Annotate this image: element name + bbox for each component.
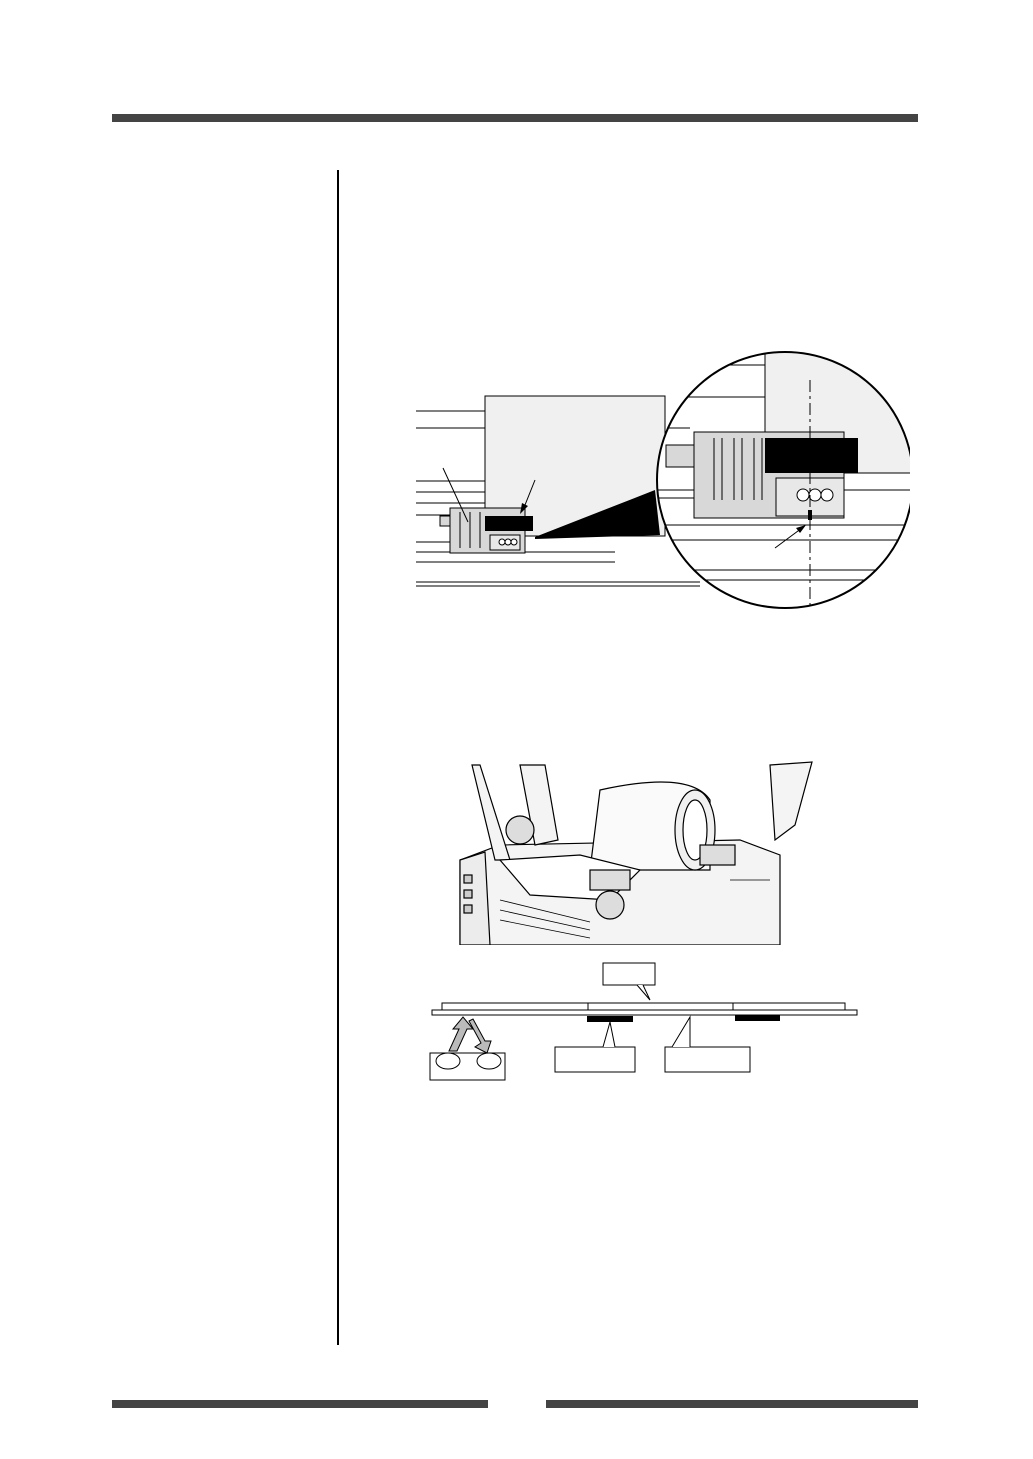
printer-open-icon <box>440 760 820 945</box>
paper-mark-diagram <box>415 955 865 1085</box>
margin-divider <box>337 170 339 1345</box>
header-rule <box>112 114 918 122</box>
magnified-view <box>650 340 910 610</box>
down-arrow-icon <box>469 1019 491 1053</box>
footer-rule-left <box>112 1400 488 1408</box>
printer-open-figure <box>440 760 820 945</box>
top-label-box <box>603 963 655 1000</box>
gap-label-box <box>665 1017 750 1072</box>
black-mark-magnified <box>765 438 858 473</box>
footer-rule-right <box>546 1400 918 1408</box>
sensor-box <box>430 1053 505 1080</box>
paper-mark-illustration <box>415 955 865 1085</box>
paper-strip-lower <box>432 1010 857 1015</box>
sensor-alignment-figure <box>410 340 910 610</box>
black-mark-small <box>485 516 533 531</box>
sensor-assembly-small <box>440 508 533 553</box>
black-mark-2 <box>735 1015 780 1021</box>
black-mark-1 <box>587 1016 633 1022</box>
mark-label-box <box>555 1022 635 1072</box>
paper-strip-upper <box>442 1003 845 1010</box>
sensor-alignment-illustration <box>410 340 910 610</box>
